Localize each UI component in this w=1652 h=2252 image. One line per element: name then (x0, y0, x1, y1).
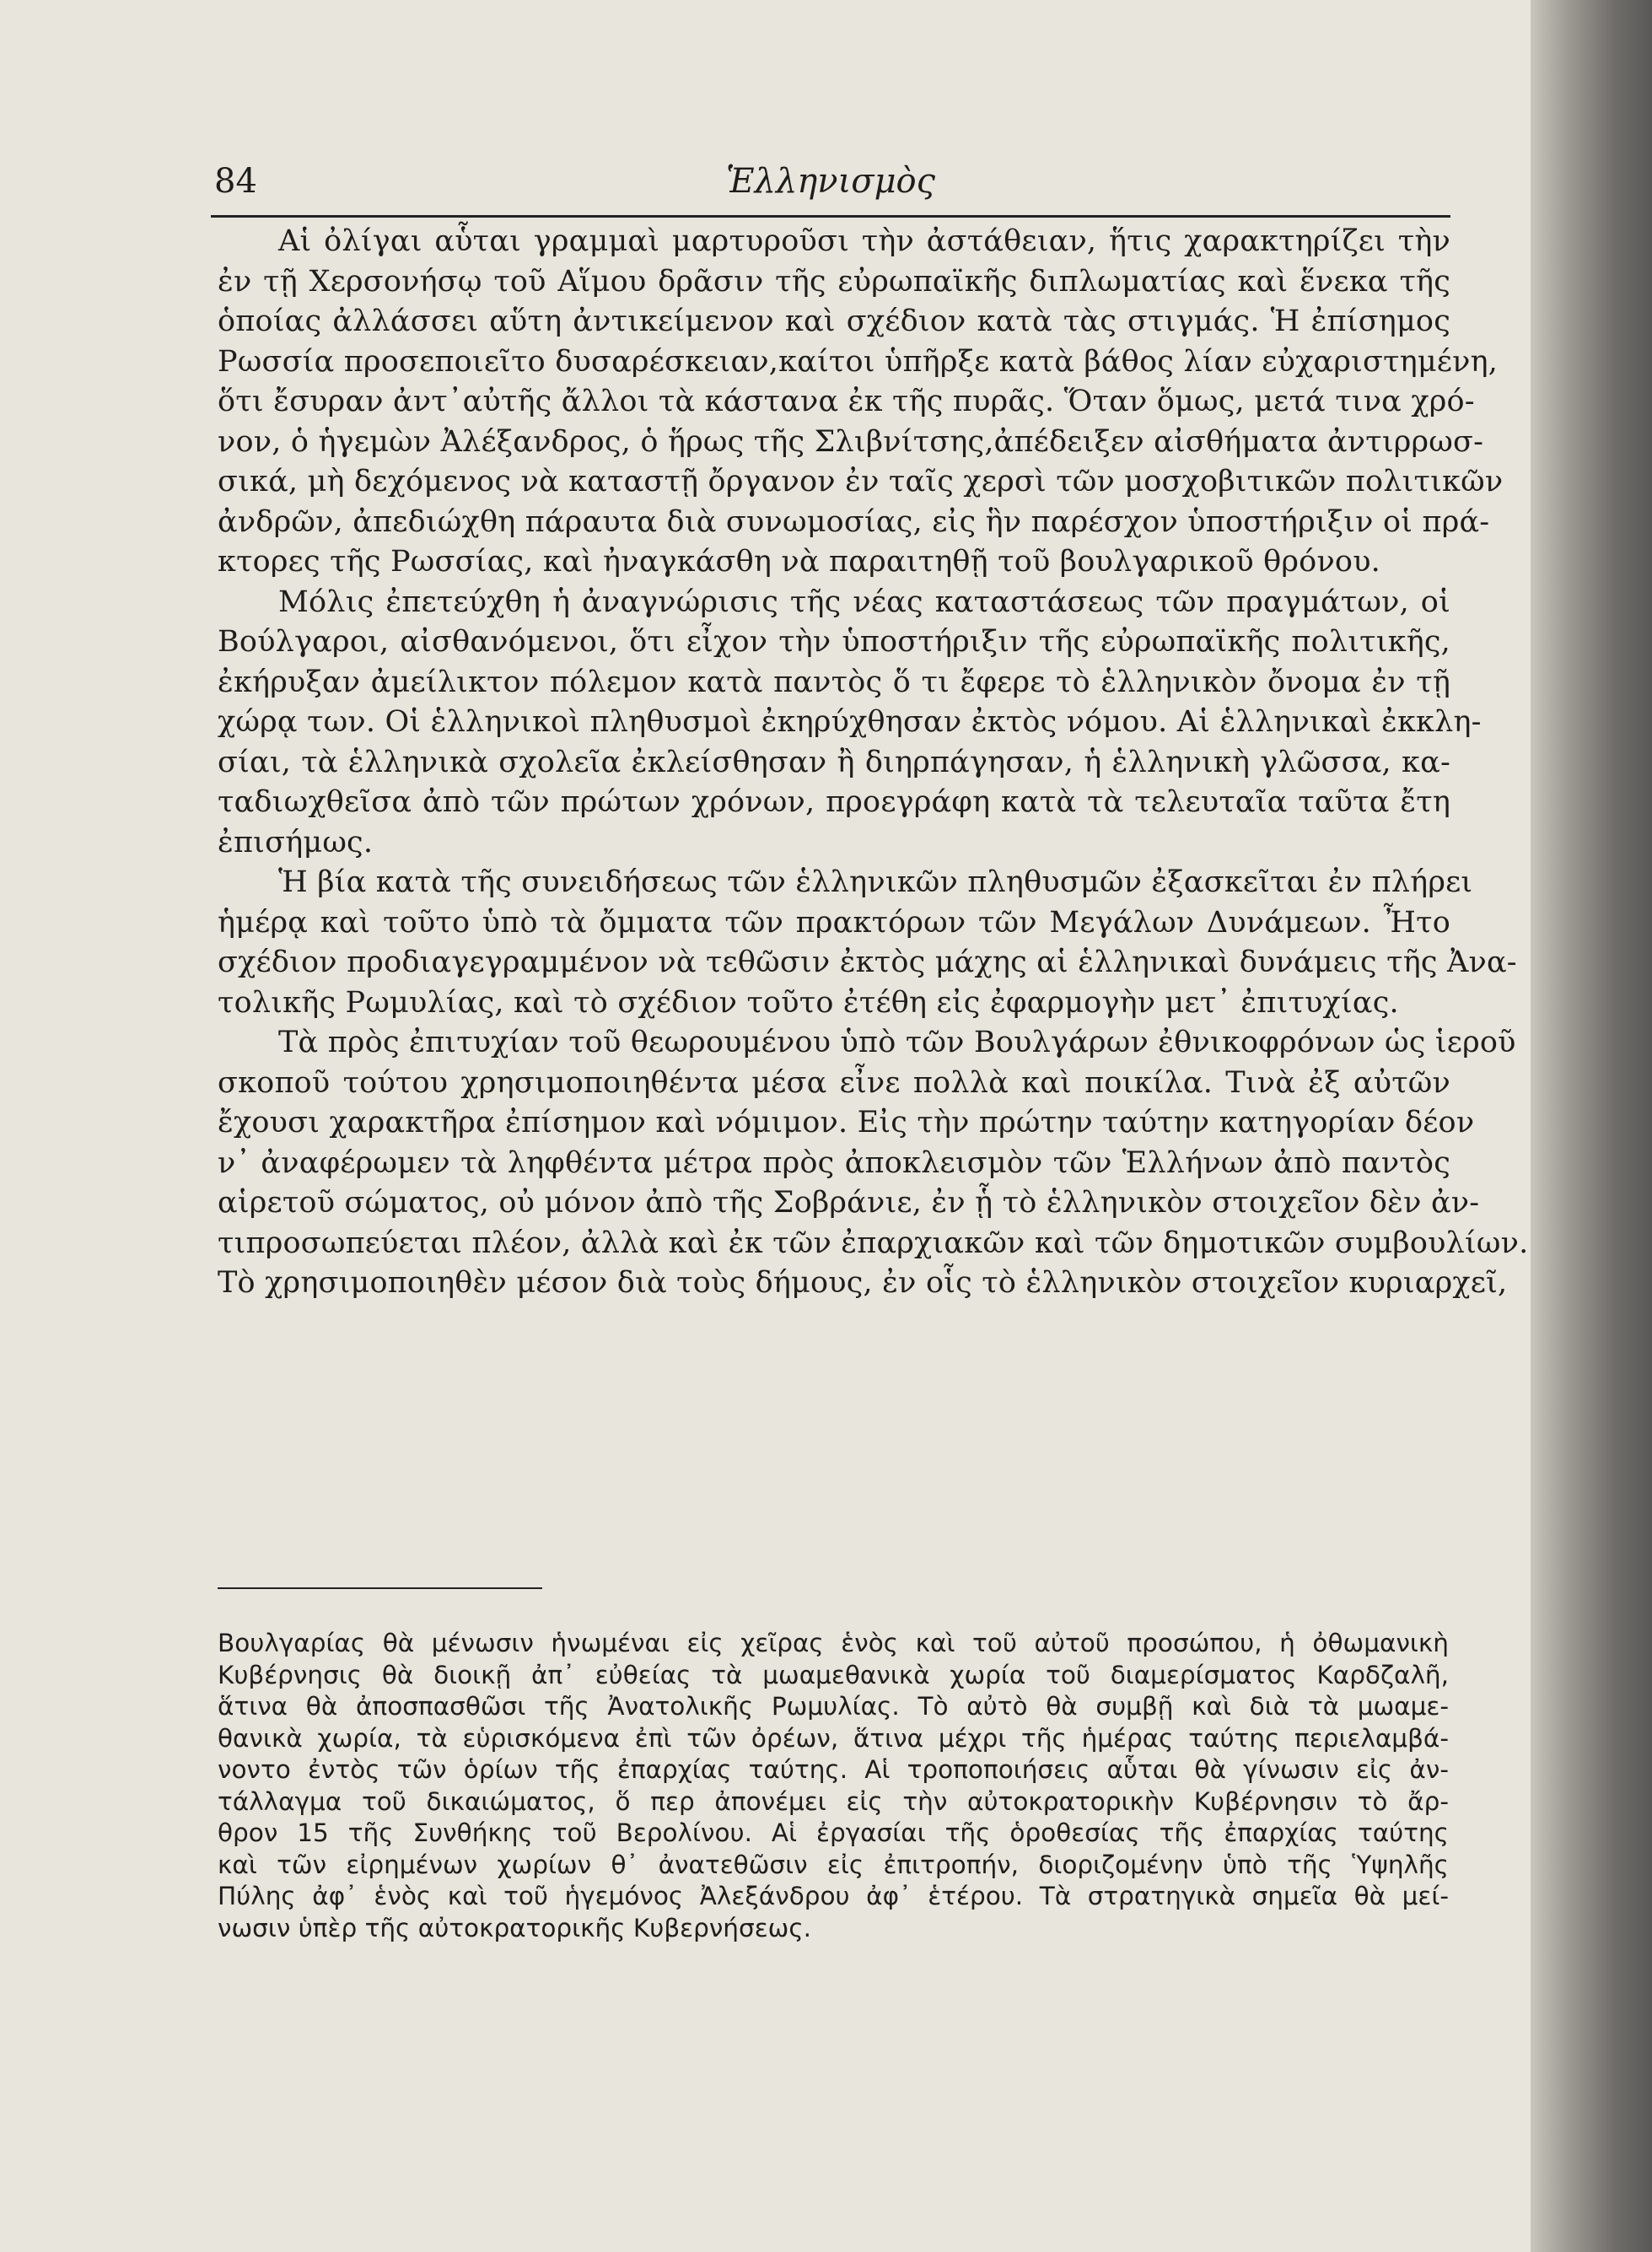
text-line: ὅτι ἔσυραν ἀντ᾽αὐτῆς ἄλλοι τὰ κάστανα ἐκ τῆς πυρᾶς. Ὅταν ὅμως, μετά τινα χρό- (218, 385, 1475, 418)
running-title: Ἑλληνισμὸς (725, 162, 936, 201)
text-line: Τὰ πρὸς ἐπιτυχίαν τοῦ θεωρουμένου ὑπὸ τῶν Βουλγάρων ἐθνικοφρόνων ὡς ἱεροῦ (278, 1026, 1516, 1059)
text-line: Ρωσσία προσεποιεῖτο δυσαρέσκειαν,καίτοι ὑπῆρξε κατὰ βάθος λίαν εὐχαριστημένη, (218, 344, 1499, 379)
text-line: Ἡ βία κατὰ τῆς συνειδήσεως τῶν ἑλληνικῶν πληθυσμῶν ἐξασκεῖται ἐν πλήρει (278, 865, 1473, 899)
footnote-line: Κυβέρνησις θὰ διοικῇ ἀπ᾽ εὐθείας τὰ μωαμεθανικὰ χωρία τοῦ διαμερίσματος Καρδζαλῆ, (218, 1660, 1449, 1689)
text-line: σκοποῦ τούτου χρησιμοποιηθέντα μέσα εἶνε πολλὰ καὶ ποικίλα. Τινὰ ἐξ αὐτῶν (218, 1065, 1450, 1100)
text-line: Μόλις ἐπετεύχθη ἡ ἀναγνώρισις τῆς νέας καταστάσεως τῶν πραγμάτων, οἱ (278, 585, 1450, 619)
text-line: σικά, μὴ δεχόμενος νὰ καταστῇ ὄργανον ἐν ταῖς χερσὶ τῶν μοσχοβιτικῶν πολιτικῶν (218, 465, 1504, 498)
footnote-line: καὶ τῶν εἰρημένων χωρίων θ᾽ ἀνατεθῶσιν εἰς ἐπιτροπήν, διοριζομένην ὑπὸ τῆς Ὑψηλῆς (218, 1850, 1449, 1879)
footnote-line: θρον 15 τῆς Συνθήκης τοῦ Βερολίνου. Αἱ ἐργασίαι τῆς ὁροθεσίας τῆς ἐπαρχίας ταύτης (218, 1818, 1449, 1847)
footnote-line: θανικὰ χωρία, τὰ εὑρισκόμενα ἐπὶ τῶν ὀρέων, ἅτινα μέχρι τῆς ἡμέρας ταύτης περιελαμβά- (218, 1723, 1449, 1753)
text-line: ν᾽ ἀναφέρωμεν τὰ ληφθέντα μέτρα πρὸς ἀποκλεισμὸν τῶν Ἑλλήνων ἀπὸ παντὸς (218, 1145, 1450, 1180)
text-line: ἔχουσι χαρακτῆρα ἐπίσημον καὶ νόμιμον. Εἰς τὴν πρώτην ταύτην κατηγορίαν δέον (218, 1106, 1475, 1139)
text-line: ταδιωχθεῖσα ἀπὸ τῶν πρώτων χρόνων, προεγράφη κατὰ τὰ τελευταῖα ταῦτα ἔτη (218, 785, 1450, 819)
footnote-line: νοντο ἐντὸς τῶν ὁρίων τῆς ἐπαρχίας ταύτης. Αἱ τροποποιήσεις αὗται θὰ γίνωσιν εἰς ἀν- (218, 1755, 1449, 1784)
text-line: ἐν τῇ Χερσονήσῳ τοῦ Αἵμου δρᾶσιν τῆς εὐρωπαϊκῆς διπλωματίας καὶ ἕνεκα τῆς (218, 264, 1450, 299)
footnote-line: Πύλης ἀφ᾽ ἑνὸς καὶ τοῦ ἡγεμόνος Ἀλεξάνδρου ἀφ᾽ ἑτέρου. Τὰ στρατηγικὰ σημεῖα θὰ μεί- (218, 1882, 1449, 1910)
page-header (211, 156, 1450, 207)
book-binding-edge (1531, 0, 1652, 2252)
text-line: κτορες τῆς Ρωσσίας, καὶ ἠναγκάσθη νὰ παραιτηθῇ τοῦ βουλγαρικοῦ θρόνου. (218, 545, 1380, 579)
text-line: ὁποίας ἀλλάσσει αὕτη ἀντικείμενον καὶ σχέδιον κατὰ τὰς στιγμάς. Ἡ ἐπίσημος (218, 304, 1450, 338)
text-line: σχέδιον προδιαγεγραμμένον νὰ τεθῶσιν ἐκτὸς μάχης αἱ ἑλληνικαὶ δυνάμεις τῆς Ἀνα- (218, 946, 1517, 979)
text-line: ἐκήρυξαν ἀμείλικτον πόλεμον κατὰ παντὸς ὅ τι ἔφερε τὸ ἑλληνικὸν ὄνομα ἐν τῇ (218, 665, 1450, 699)
main-text (218, 222, 1529, 1304)
footnote-text (218, 1628, 1449, 1944)
text-line: Τὸ χρησιμοποιηθὲν μέσον διὰ τοὺς δήμους, ἐν οἷς τὸ ἑλληνικὸν στοιχεῖον κυριαρχεῖ, (218, 1266, 1508, 1300)
text-line: ἡμέρᾳ καὶ τοῦτο ὑπὸ τὰ ὄμματα τῶν πρακτόρων τῶν Μεγάλων Δυνάμεων. Ἦτο (218, 905, 1450, 940)
footnote-line: ἅτινα θὰ ἀποσπασθῶσι τῆς Ἀνατολικῆς Ρωμυλίας. Τὸ αὐτὸ θὰ συμβῇ καὶ διὰ τὰ μωαμε- (218, 1692, 1449, 1721)
header-rule (211, 215, 1450, 218)
text-line: σίαι, τὰ ἑλληνικὰ σχολεῖα ἐκλείσθησαν ἢ διηρπάγησαν, ἡ ἑλληνικὴ γλῶσσα, κα- (218, 745, 1450, 779)
text-line: τιπροσωπεύεται πλέον, ἀλλὰ καὶ ἐκ τῶν ἐπαρχιακῶν καὶ τῶν δημοτικῶν συμβουλίων. (218, 1226, 1529, 1260)
page-number: 84 (214, 162, 257, 201)
text-line: ἀνδρῶν, ἀπεδιώχθη πάραυτα διὰ συνωμοσίας, εἰς ἣν παρέσχον ὑποστήριξιν οἱ πρά- (218, 504, 1490, 539)
footnote-line: νωσιν ὑπὲρ τῆς αὐτοκρατορικῆς Κυβερνήσεως. (218, 1913, 812, 1942)
text-line: νον, ὁ ἡγεμὼν Ἀλέξανδρος, ὁ ἥρως τῆς Σλιβνίτσης,ἀπέδειξεν αἰσθήματα ἀντιρρωσ- (218, 424, 1484, 459)
text-line: τολικῆς Ρωμυλίας, καὶ τὸ σχέδιον τοῦτο ἐτέθη εἰς ἐφαρμογὴν μετ᾽ ἐπιτυχίας. (218, 985, 1399, 1020)
text-line: Αἱ ὀλίγαι αὗται γραμμαὶ μαρτυροῦσι τὴν ἀστάθειαν, ἥτις χαρακτηρίζει τὴν (278, 224, 1450, 258)
footnote-line: Βουλγαρίας θὰ μένωσιν ἡνωμέναι εἰς χεῖρας ἑνὸς καὶ τοῦ αὐτοῦ προσώπου, ἡ ὀθωμανικὴ (218, 1629, 1449, 1657)
text-line: αἱρετοῦ σώματος, οὐ μόνον ἀπὸ τῆς Σοβράνιε, ἐν ᾗ τὸ ἑλληνικὸν στοιχεῖον δὲν ἀν- (218, 1186, 1480, 1220)
text-line: ἐπισήμως. (218, 825, 374, 859)
text-line: χώρᾳ των. Οἱ ἑλληνικοὶ πληθυσμοὶ ἐκηρύχθησαν ἐκτὸς νόμου. Αἱ ἑλληνικαὶ ἐκκλη- (218, 705, 1482, 739)
text-line: Βούλγαροι, αἰσθανόμενοι, ὅτι εἶχον τὴν ὑποστήριξιν τῆς εὐρωπαϊκῆς πολιτικῆς, (218, 625, 1450, 659)
footnote-line: τάλλαγμα τοῦ δικαιώματος, ὅ περ ἀπονέμει εἰς τὴν αὐτοκρατορικὴν Κυβέρνησιν τὸ ἄρ- (218, 1786, 1449, 1816)
footnote-rule (218, 1587, 542, 1589)
